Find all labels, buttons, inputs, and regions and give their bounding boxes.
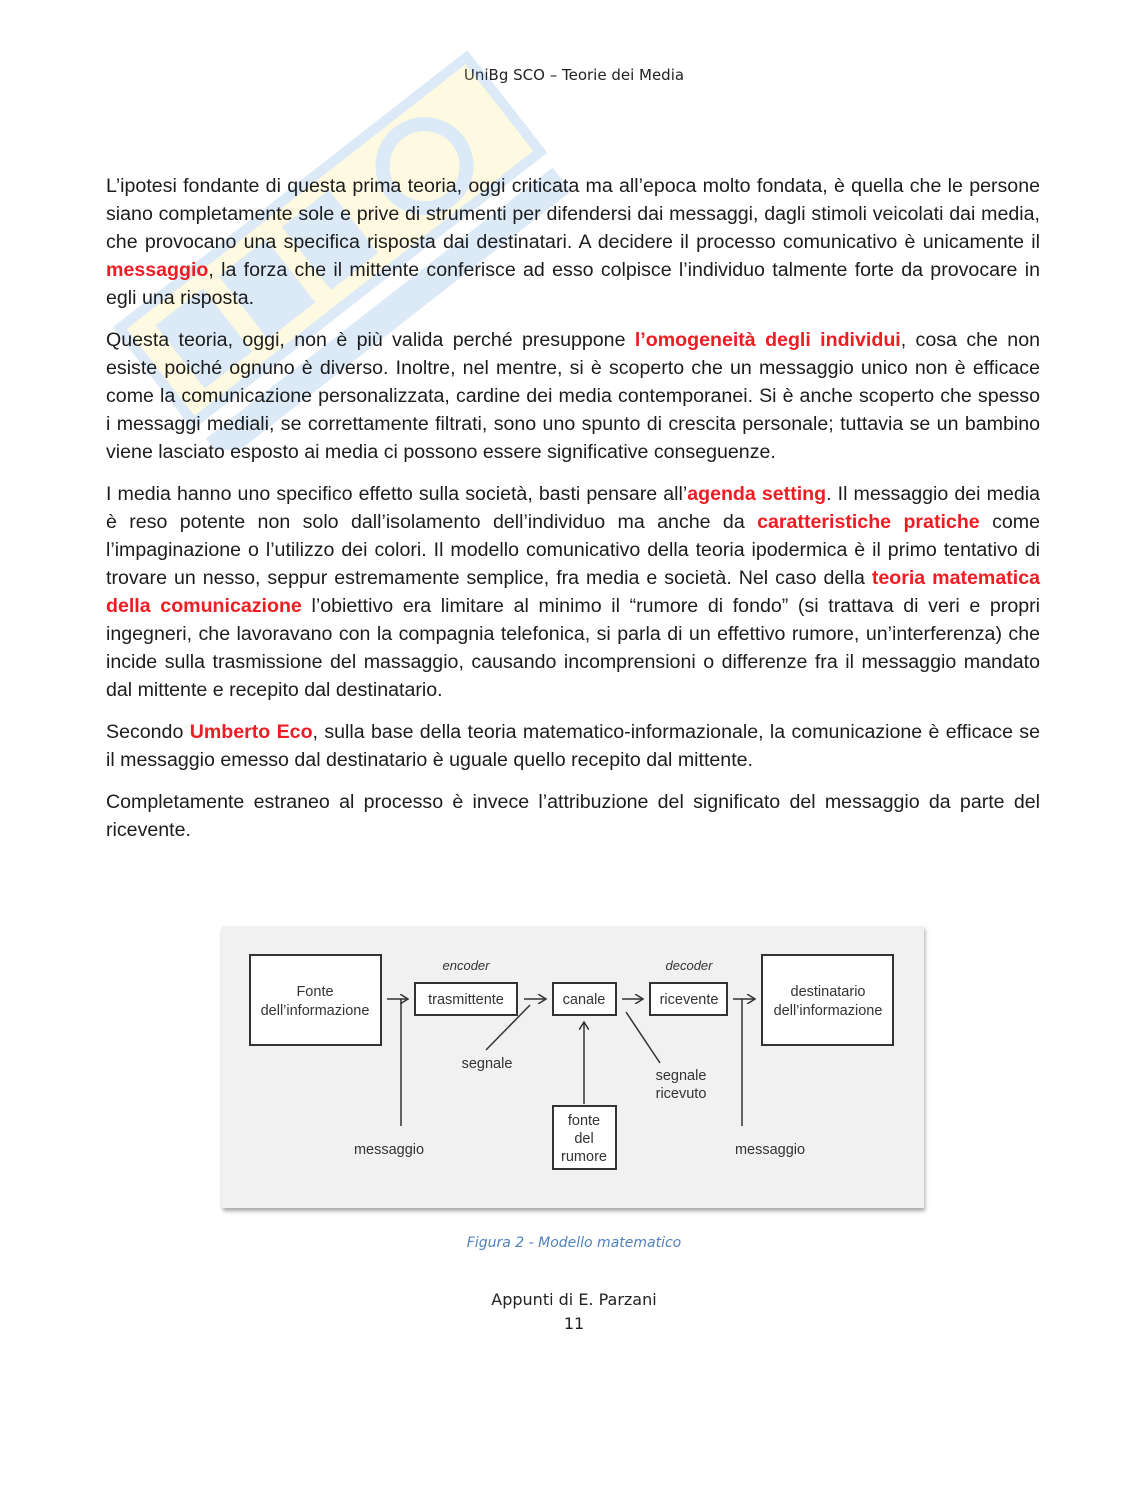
highlighted-term: teoria matematica della comunicazione	[106, 567, 1040, 617]
text-run: Secondo	[106, 721, 190, 743]
paragraph	[106, 718, 1040, 774]
page-number: 11	[563, 1314, 585, 1333]
highlighted-term: agenda setting	[687, 483, 827, 505]
received-signal-pointer	[626, 1012, 660, 1063]
received-signal-label-line2: ricevuto	[655, 1086, 707, 1102]
noise-label-line2: del	[574, 1131, 594, 1147]
text-run: , la forza che il mittente conferisce ad esso colpisce l’individuo talmente forte da provocare in egli una risposta.	[106, 259, 1040, 309]
source-label-line1: Fonte	[296, 984, 334, 1000]
text-run: . Il messaggio dei media è reso potente non solo dall’isolamento dell’individuo ma anche da	[106, 483, 1040, 533]
highlighted-term: l’omogeneità degli individui	[634, 329, 901, 351]
destination-label-line1: destinatario	[790, 984, 866, 1000]
text-run: , cosa che non esiste poiché ognuno è diverso. Inoltre, nel mentre, si è scoperto che un messaggio unico non è efficace come la comunicazione personalizzata, cardine dei media contemporanei. Si è anche scoperto che spesso i messaggi mediali, se correttamente filtrati, sono uno spunto di crescita personale; tuttavia se un bambino viene lasciato esposto ai media ci possono essere significative conseguenze.	[106, 329, 1040, 463]
figure-caption: Figura 2 - Modello matematico	[466, 1235, 682, 1251]
text-run: I media hanno uno specifico effetto sulla società, basti pensare all’	[106, 483, 688, 505]
paragraph	[106, 480, 1040, 704]
noise-label-line1: fonte	[567, 1113, 601, 1129]
text-run: l’obiettivo era limitare al minimo il “rumore di fondo” (si trattava di veri e propri ingegneri, che lavoravano con la compagnia telefonica, si parla di un effettivo rumore, un’interferenza) che incide sulla trasmissione del massaggio, causando incomprensioni o differenze fra il messaggio mandato dal mittente e recepito dal destinatario.	[106, 595, 1040, 701]
paragraph	[106, 326, 1040, 466]
page-footer	[0, 1288, 1148, 1336]
footer-author: Appunti di E. Parzani	[491, 1290, 657, 1309]
highlighted-term: Umberto Eco	[189, 721, 313, 743]
text-run: , sulla base della teoria matematico-informazionale, la comunicazione è efficace se il messaggio emesso dal destinatario è uguale quello recepito dal mittente.	[106, 721, 1040, 771]
destination-box	[762, 955, 893, 1045]
highlighted-term: caratteristiche pratiche	[757, 511, 980, 533]
source-box	[250, 955, 381, 1045]
paragraph	[106, 788, 1040, 844]
encoder-label: encoder	[442, 958, 490, 973]
decoder-label: decoder	[665, 958, 713, 973]
text-run: L’ipotesi fondante di questa prima teoria, oggi criticata ma all’epoca molto fondata, è quella che le persone siano completamente sole e prive di strumenti per difendersi dai messaggi, dagli stimoli veicolati dai media, che provocano una specifica risposta dai destinatari. A decidere il processo comunicativo è unicamente il	[106, 175, 1040, 253]
diagram	[222, 926, 924, 1208]
figure-mathematical-model	[222, 926, 924, 1208]
text-run: Questa teoria, oggi, non è più valida perché presuppone	[106, 329, 635, 351]
paragraph	[106, 172, 1040, 312]
page-header: UniBg SCO – Teorie dei Media	[463, 66, 685, 84]
noise-label-line3: rumore	[561, 1149, 607, 1165]
source-label-line2: dell’informazione	[260, 1003, 370, 1019]
received-signal-label-line1: segnale	[655, 1068, 707, 1084]
text-run: Completamente estraneo al processo è invece l’attribuzione del significato del messaggio da parte del ricevente.	[106, 791, 1040, 841]
text-run: come l’impaginazione o l’utilizzo dei colori. Il modello comunicativo della teoria ipodermica è il primo tentativo di trovare un nesso, seppur estremamente semplice, fra media e società. Nel caso della	[106, 511, 1040, 589]
highlighted-term: messaggio	[106, 259, 209, 281]
transmitter-label: trasmittente	[428, 992, 504, 1008]
body-text	[106, 172, 1040, 858]
message-left-label: messaggio	[353, 1142, 425, 1158]
message-right-label: messaggio	[734, 1142, 806, 1158]
signal-label: segnale	[461, 1056, 513, 1072]
destination-label-line2: dell’informazione	[773, 1003, 883, 1019]
receiver-label: ricevente	[659, 992, 719, 1008]
channel-label: canale	[562, 992, 606, 1008]
